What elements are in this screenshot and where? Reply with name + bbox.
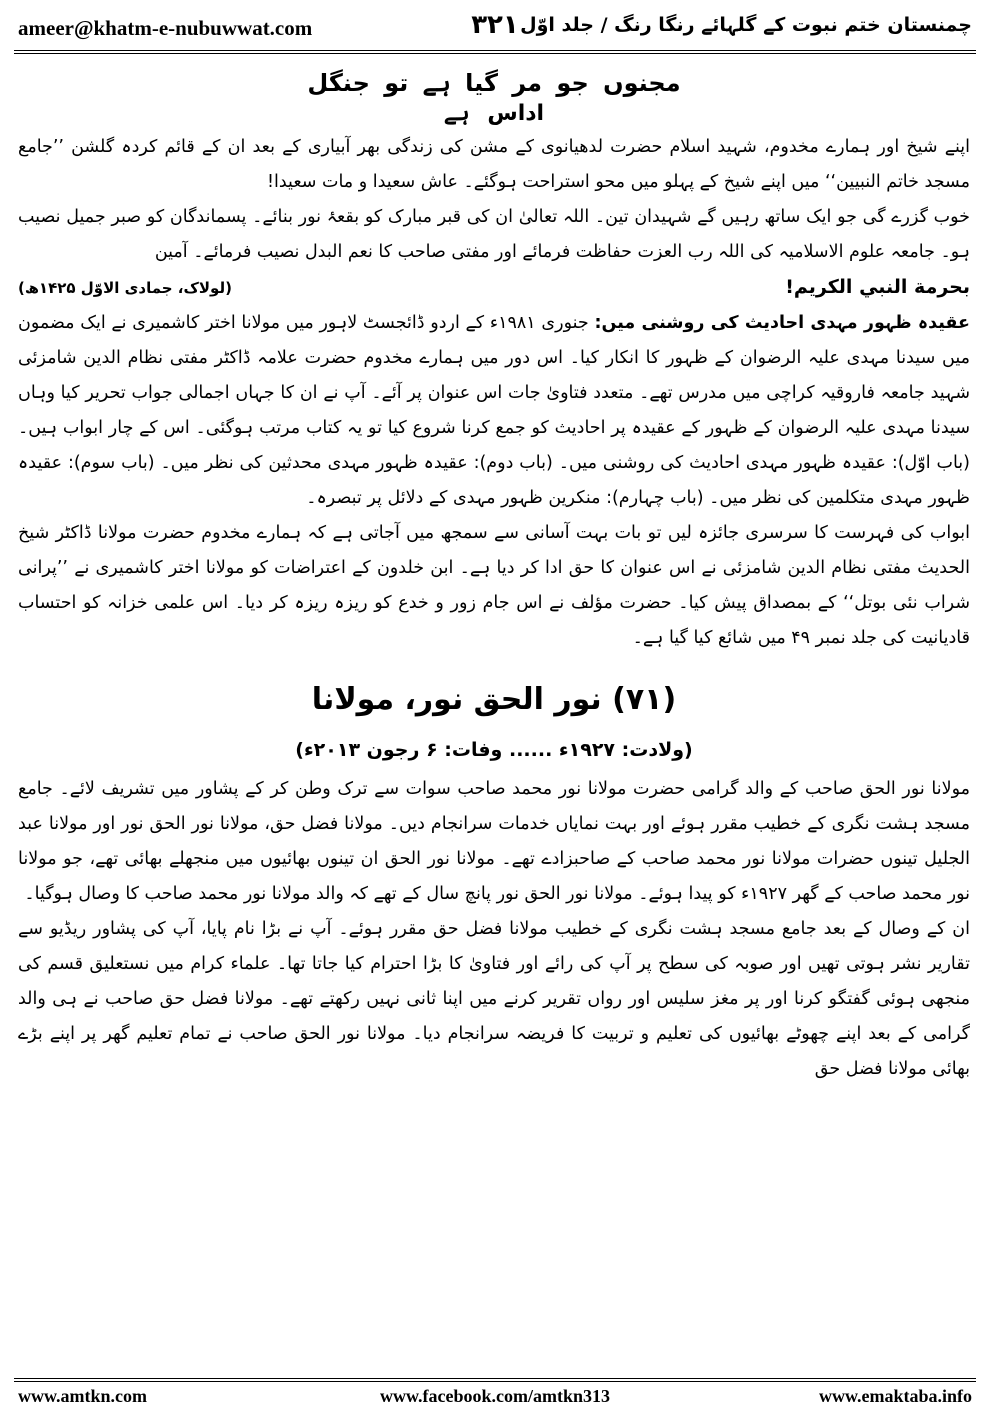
- header-email: ameer@khatm-e-nubuwwat.com: [18, 16, 313, 40]
- verse-line-1: مجنوں جو مر گیا ہے تو جنگل: [307, 69, 681, 97]
- paragraph-3-heading: عقیدہ ظہور مہدی احادیث کی روشنی میں:: [594, 313, 970, 333]
- prayer-text: بحرمة النبي الكريم!: [785, 276, 970, 298]
- page-header: [14, 8, 976, 48]
- paragraph-4: ابواب کی فہرست کا سرسری جائزہ لیں تو بات بہت آسانی سے سمجھ میں آجاتی ہے کہ ہمارے مخدوم حضرت مولانا ڈاکٹر شیخ الحدیث مفتی نظام الدین شامزئی نے اس عنوان کا حق ادا کر دیا ہے۔ ابن خلدون کے اعتراضات کو مولانا اختر کاشمیری نے ’’پرانی شراب نئی بوتل‘‘ کے بمصداق پیش کیا۔ حضرت مؤلف نے اس جام زور و خدع کو ریزہ ریزہ کر دیا۔ اس علمی خزانہ کو احتساب قادیانیت کی جلد نمبر ۴۹ میں شائع کیا گیا ہے۔: [18, 523, 970, 648]
- footer-divider: [14, 1378, 976, 1382]
- book-title: چمنستان ختم نبوت کے گلہائے رنگا رنگ / جلد اوّل: [520, 14, 972, 36]
- header-divider: [14, 50, 976, 54]
- biography-paragraph-1: مولانا نور الحق صاحب کے والد گرامی حضرت مولانا نور محمد صاحب سوات سے ترک وطن کر کے پشاور میں تشریف لائے۔ جامع مسجد ہشت نگری کے خطیب مقرر ہوئے اور بہت نمایاں خدمات سرانجام دیں۔ مولانا فضل حق، مولانا نور الحق نور اور مولانا عبد الجلیل تینوں حضرات مولانا نور محمد صاحب کے صاحبزادے تھے۔ مولانا نور الحق ان تینوں بھائیوں میں منجھلے بھائی تھے، جو مولانا نور محمد صاحب کے گھر ۱۹۲۷ء کو پیدا ہوئے۔ مولانا نور الحق نور پانچ سال کے تھے کہ والد مولانا نور محمد صاحب کا وصال ہوگیا۔: [18, 779, 970, 904]
- footer-link-facebook[interactable]: www.facebook.com/amtkn313: [380, 1386, 610, 1406]
- biography-paragraph-2: ان کے وصال کے بعد جامع مسجد ہشت نگری کے خطیب مولانا فضل حق مقرر ہوئے۔ آپ نے بڑا نام پایا، آپ کی پشاور ریڈیو سے تقاریر نشر ہوتی تھیں اور صوبہ کی سطح پر آپ کی رائے اور فتاویٰ کا بڑا احترام کیا جاتا تھا۔ علماء کرام میں نستعلیق قسم کی منجھی ہوئی گفتگو کرنا اور پر مغز سلیس اور رواں تقریر کرنے میں اپنا ثانی نہیں رکھتے تھے۔ مولانا فضل حق صاحب نے ہی والد گرامی کے بعد اپنے چھوٹے بھائیوں کی تعلیم و تربیت کا فریضہ سرانجام دیا۔ مولانا نور الحق صاحب نے تمام تعلیم گھر پر اپنے بڑے بھائی مولانا فضل حق: [18, 919, 970, 1079]
- page-body: [18, 66, 970, 1372]
- verse-line-2: اداس ہے: [443, 101, 545, 126]
- page-footer: [14, 1386, 976, 1412]
- paragraph-1: اپنے شیخ اور ہمارے مخدوم، شہید اسلام حضرت لدھیانوی کے مشن کی زندگی بھر آبیاری کے بعد ان کے قائم کردہ گلشن ’’جامع مسجد خاتم النبیین‘‘ میں اپنے شیخ کے پہلو میں محو استراحت ہوگئے۔ عاش سعیدا و مات سعیدا!: [18, 137, 970, 192]
- paragraph-2: خوب گزرے گی جو ایک ساتھ رہیں گے شہیدان تین۔ اللہ تعالیٰ ان کی قبر مبارک کو بقعۂ نور بنائے۔ پسماندگان کو صبر جمیل نصیب ہو۔ جامعہ علوم الاسلامیہ کی اللہ رب العزت حفاظت فرمائے اور مفتی صاحب کا نعم البدل نصیب فرمائے۔ آمین: [18, 207, 970, 262]
- prayer-reference: (لولاک، جمادی الاوّل ۱۴۲۵ھ): [18, 279, 232, 297]
- paragraph-3-text: جنوری ۱۹۸۱ء کے اردو ڈائجسٹ لاہور میں مولانا اختر کاشمیری نے ایک مضمون میں سیدنا مہدی علیہ الرضوان کے ظہور کا انکار کیا۔ اس دور میں ہمارے مخدوم حضرت علامہ ڈاکٹر مفتی نظام الدین شامزئی شہید جامعہ فاروقیہ کراچی میں مدرس تھے۔ متعدد فتاویٰ جات اس عنوان پر آئے۔ آپ نے ان کا جہاں اجمالی جواب تحریر کیا وہاں سیدنا مہدی علیہ الرضوان کے ظہور کے عقیدہ پر احادیث کو جمع کرنا شروع کیا تو یہ کتاب مرتب ہوگئی۔ اس کے چار ابواب ہیں۔ (باب اوّل): عقیدہ ظہور مہدی احادیث کی روشنی میں۔ (باب دوم): عقیدہ ظہور مہدی محدثین کی نظر میں۔ (باب سوم): عقیدہ ظہور مہدی متکلمین کی نظر میں۔ (باب چہارم): منکرین ظہور مہدی کے دلائل پر تبصرہ۔: [18, 313, 970, 508]
- prayer-row: [18, 270, 970, 306]
- section-title: (۷۱) نور الحق نور، مولانا: [311, 682, 677, 717]
- paragraph-3: [18, 306, 970, 516]
- footer-link-emaktaba[interactable]: www.emaktaba.info: [818, 1386, 972, 1406]
- page-number: ۳۲۱: [471, 10, 519, 40]
- birth-death-dates: (ولادت: ۱۹۲۷ء ...... وفات: ۶ رجون ۲۰۱۳ء): [295, 739, 693, 761]
- footer-link-amtkn[interactable]: www.amtkn.com: [18, 1386, 147, 1406]
